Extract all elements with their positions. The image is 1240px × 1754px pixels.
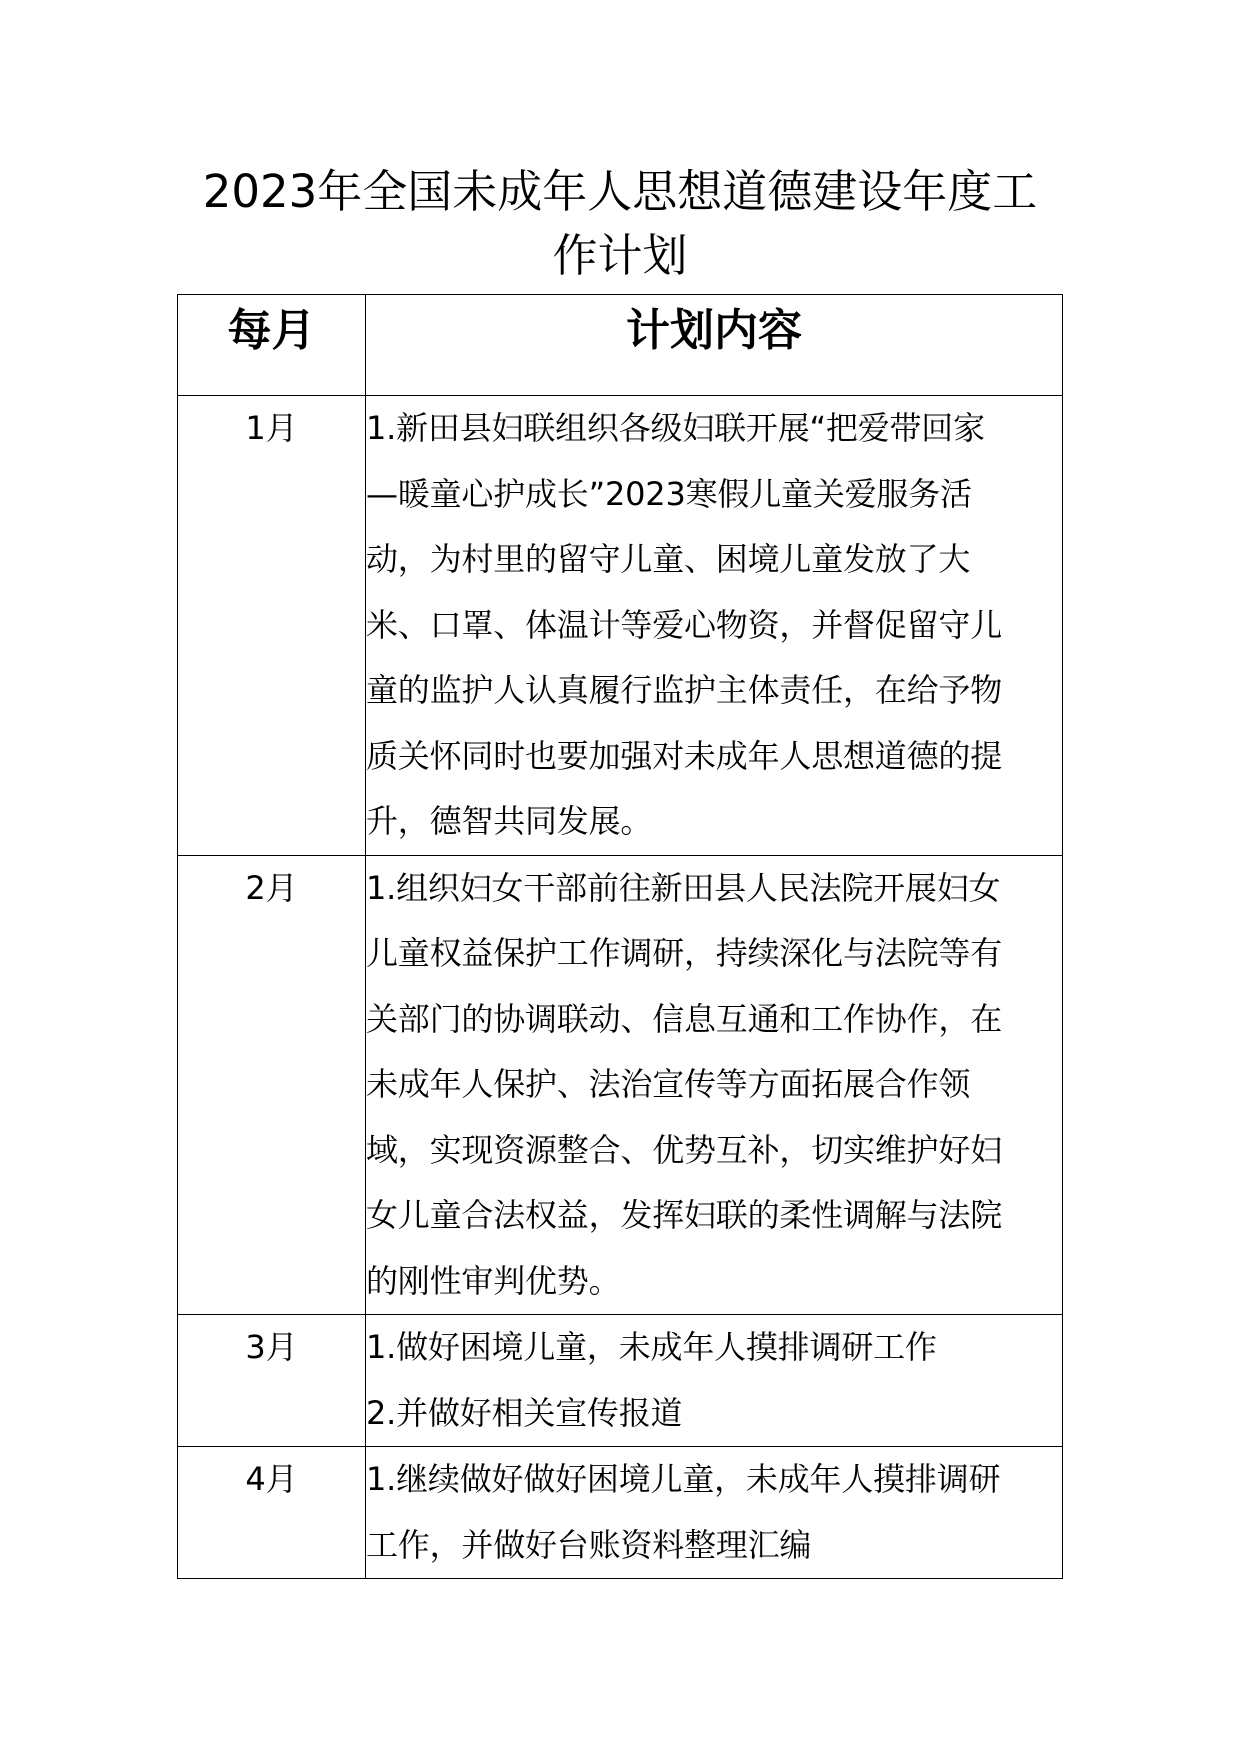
content-line: 升，德智共同发展。 xyxy=(366,802,653,840)
page-title xyxy=(150,160,1090,288)
table-row xyxy=(178,855,1063,1315)
content-cell xyxy=(366,855,1063,1315)
content-cell xyxy=(366,1447,1063,1579)
header-month: 每月 xyxy=(178,295,366,396)
month-cell: 3月 xyxy=(178,1315,366,1447)
monthly-plan-table xyxy=(177,294,1063,1579)
content-line: 1.做好困境儿童，未成年人摸排调研工作 xyxy=(366,1328,937,1366)
content-line: 女儿童合法权益，发挥妇联的柔性调解与法院 xyxy=(366,1196,1003,1234)
content-line: —暖童心护成长”2023寒假儿童关爱服务活 xyxy=(366,474,972,513)
content-line: 未成年人保护、法治宣传等方面拓展合作领 xyxy=(366,1065,971,1103)
content-line: 儿童权益保护工作调研，持续深化与法院等有 xyxy=(366,934,1003,972)
content-line: 质关怀同时也要加强对未成年人思想道德的提 xyxy=(366,736,1003,775)
table-header-row xyxy=(178,295,1063,396)
month-cell: 1月 xyxy=(178,396,366,856)
content-line: 的刚性审判优势。 xyxy=(366,1261,621,1300)
content-line: 米、口罩、体温计等爱心物资，并督促留守儿 xyxy=(366,605,1003,644)
content-line: 童的监护人认真履行监护主体责任，在给予物 xyxy=(366,671,1003,709)
table-row xyxy=(178,396,1063,856)
content-line: 动，为村里的留守儿童、困境儿童发放了大 xyxy=(366,540,971,578)
content-cell xyxy=(366,396,1063,856)
content-line: 1.继续做好做好困境儿童，未成年人摸排调研 xyxy=(366,1460,1001,1498)
content-line: 2.并做好相关宣传报道 xyxy=(366,1393,683,1432)
content-cell xyxy=(366,1315,1063,1447)
header-content: 计划内容 xyxy=(366,295,1063,396)
content-line: 域，实现资源整合、优势互补，切实维护好妇 xyxy=(366,1130,1003,1169)
title-line-1: 2023年全国未成年人思想道德建设年度工 xyxy=(202,165,1038,218)
month-cell: 2月 xyxy=(178,855,366,1315)
table-row xyxy=(178,1447,1063,1579)
content-line: 1.新田县妇联组织各级妇联开展“把爱带回家 xyxy=(366,409,985,447)
content-line: 工作，并做好台账资料整理汇编 xyxy=(366,1525,812,1564)
title-line-2: 作计划 xyxy=(552,229,688,282)
content-line: 关部门的协调联动、信息互通和工作协作，在 xyxy=(366,999,1003,1038)
table-row xyxy=(178,1315,1063,1447)
month-cell: 4月 xyxy=(178,1447,366,1579)
content-line: 1.组织妇女干部前往新田县人民法院开展妇女 xyxy=(366,868,1001,907)
